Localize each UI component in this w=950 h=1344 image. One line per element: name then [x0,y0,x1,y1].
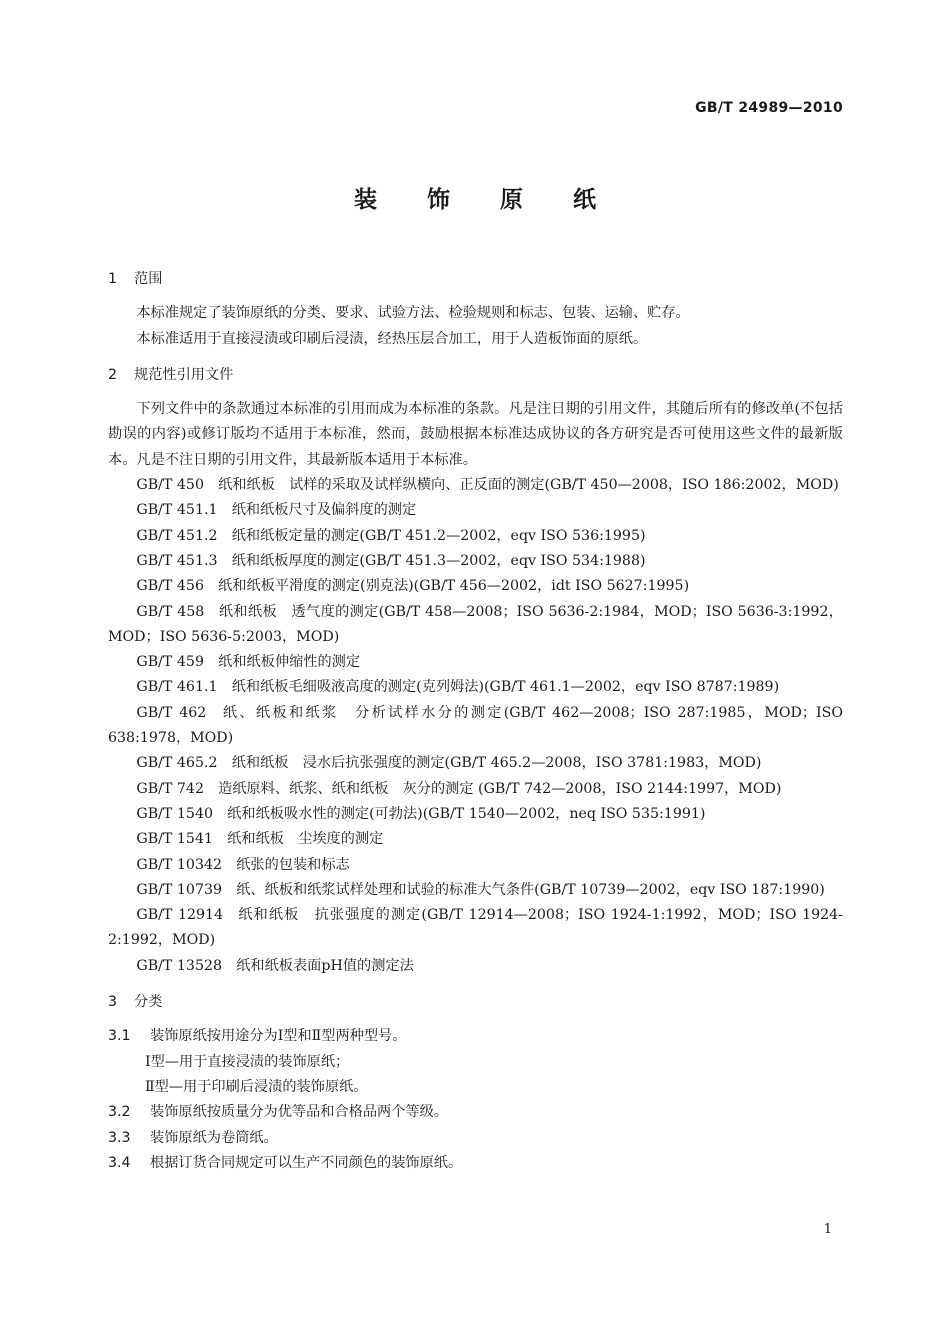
reference-text: 造纸原料、纸浆、纸和纸板 灰分的测定 (GB/T 742—2008，ISO 2144:1997，MOD) [218,780,782,797]
clause-text: 根据订货合同规定可以生产不同颜色的装饰原纸。 [150,1154,463,1171]
clause-text: 装饰原纸按用途分为Ⅰ型和Ⅱ型两种型号。 [150,1028,407,1045]
reference-text: 纸和纸板 抗张强度的测定(GB/T 12914—2008；ISO 1924-1:1992，MOD；ISO 1924-2:1992，MOD) [108,907,843,949]
reference-entry [108,777,843,802]
reference-code: GB/T 462 [136,704,207,721]
reference-text: 纸和纸板定量的测定(GB/T 451.2—2002，eqv ISO 536:1995) [231,527,646,544]
reference-text: 纸和纸板尺寸及偏斜度的测定 [231,502,417,519]
reference-code: GB/T 10342 [136,856,223,873]
section-number: 2 [108,366,118,383]
reference-text: 纸和纸板 浸水后抗张强度的测定(GB/T 465.2—2008，ISO 3781:1983，MOD) [231,755,762,772]
reference-text: 纸张的包装和标志 [236,856,350,873]
reference-code: GB/T 1541 [136,831,214,848]
reference-text: 纸和纸板表面pH值的测定法 [236,957,414,974]
document-title: 装饰原纸 [354,187,646,213]
reference-entry [108,802,843,827]
section-2-heading [108,363,843,388]
reference-code: GB/T 1540 [136,805,214,822]
reference-text: 纸和纸板 透气度的测定(GB/T 458—2008；ISO 5636-2:1984，MOD；ISO 5636-3:1992，MOD；ISO 5636-5:2003，MOD) [108,603,843,645]
paragraph: 本标准规定了装饰原纸的分类、要求、试验方法、检验规则和标志、包装、运输、贮存。 [136,305,690,322]
clause-3-2 [108,1100,843,1125]
reference-text: 纸和纸板平滑度的测定(别克法)(GB/T 456—2002，idt ISO 5627:1995) [218,578,690,595]
reference-text: 纸、纸板和纸浆 分析试样水分的测定(GB/T 462—2008；ISO 287:1985，MOD；ISO 638:1978，MOD) [108,704,844,747]
clause-number: 3.4 [108,1154,131,1171]
paragraph: 本标准适用于直接浸渍或印刷后浸渍，经热压层合加工，用于人造板饰面的原纸。 [136,330,648,347]
reference-code: GB/T 742 [136,780,204,797]
reference-code: GB/T 458 [136,603,205,620]
reference-entry [108,903,843,954]
reference-entry [108,549,843,574]
document-body [108,267,843,1176]
section-3-heading [108,990,843,1015]
reference-entry [108,701,843,752]
clause-text: 装饰原纸按质量分为优等品和合格品两个等级。 [150,1104,448,1121]
reference-code: GB/T 450 [136,477,204,494]
clause-number: 3.1 [108,1028,131,1045]
reference-text: 纸和纸板毛细吸液高度的测定(克列姆法)(GB/T 461.1—2002，eqv ISO 8787:1989) [231,679,780,696]
reference-entry [108,650,843,675]
reference-text: 纸和纸板 尘埃度的测定 [227,831,384,848]
reference-text: 纸和纸板伸缩性的测定 [218,654,361,671]
reference-text: 纸和纸板吸水性的测定(可勃法)(GB/T 1540—2002，neq ISO 535:1991) [227,805,706,822]
reference-entry [108,827,843,852]
clause-text: 装饰原纸为卷筒纸。 [150,1129,278,1146]
reference-code: GB/T 451.2 [136,527,218,544]
reference-entry [108,498,843,523]
reference-code: GB/T 13528 [136,957,223,974]
section-number: 3 [108,994,118,1011]
reference-entry [108,473,843,498]
clause-number: 3.2 [108,1104,131,1121]
reference-code: GB/T 461.1 [136,679,218,696]
section-1-heading [108,267,843,292]
section-number: 1 [108,271,118,287]
section-title: 规范性引用文件 [134,366,234,383]
clause-3-3 [108,1126,843,1151]
reference-code: GB/T 10739 [136,881,223,898]
reference-entry [108,524,843,549]
reference-code: GB/T 451.3 [136,552,218,569]
reference-entry [108,675,843,700]
clause-sub-item: Ⅰ型—用于直接浸渍的装饰原纸； [145,1053,350,1070]
standard-number: GB/T 24989—2010 [695,100,843,116]
reference-code: GB/T 465.2 [136,755,218,772]
reference-entry [108,954,843,979]
reference-entry [108,751,843,776]
reference-entry [108,878,843,903]
paragraph: 下列文件中的条款通过本标准的引用而成为本标准的条款。凡是注日期的引用文件，其随后所有的修改单(不包括勘误的内容)或修订版均不适用于本标准，然而，鼓励根据本标准达成协议的各方研究是否可使用这些文件的最新版本。凡是不注日期的引用文件，其最新版本适用于本标准。 [108,401,843,468]
reference-text: 纸、纸板和纸浆试样处理和试验的标准大气条件(GB/T 10739—2002，eqv ISO 187:1990) [236,881,825,898]
reference-entry [108,600,843,651]
clause-3-4 [108,1151,843,1176]
reference-code: GB/T 451.1 [136,502,218,519]
reference-entry [108,574,843,599]
reference-code: GB/T 459 [136,654,204,671]
clause-number: 3.3 [108,1129,131,1146]
section-title: 分类 [134,994,163,1011]
section-title: 范围 [134,271,163,287]
reference-text: 纸和纸板 试样的采取及试样纵横向、正反面的测定(GB/T 450—2008，ISO 186:2002，MOD) [218,477,839,494]
reference-entry [108,853,843,878]
reference-code: GB/T 456 [136,578,204,595]
clause-sub-item: Ⅱ型—用于印刷后浸渍的装饰原纸。 [145,1078,368,1095]
clause-3-1 [108,1024,843,1049]
page-number: 1 [823,1222,832,1237]
reference-code: GB/T 12914 [136,907,224,924]
reference-text: 纸和纸板厚度的测定(GB/T 451.3—2002，eqv ISO 534:1988) [231,552,646,569]
